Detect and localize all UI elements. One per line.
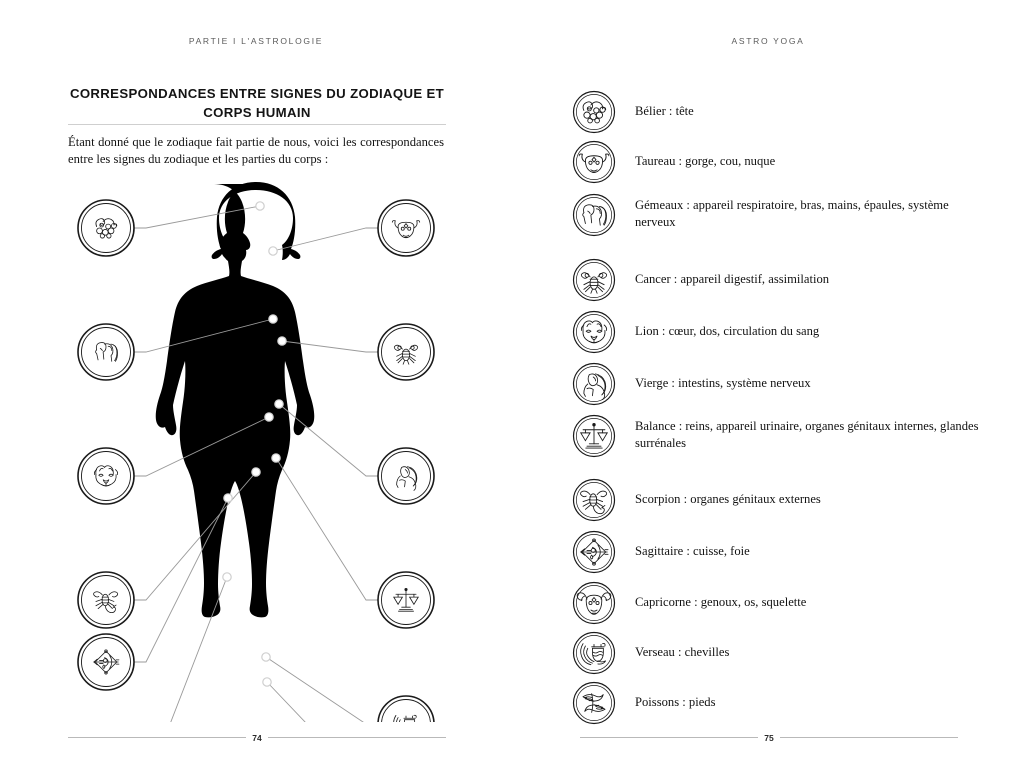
list-item-label: Balance : reins, appareil urinaire, organes génitaux internes, glandes surrénales xyxy=(635,419,979,451)
title-divider xyxy=(68,124,446,125)
left-running-head: PARTIE I L'ASTROLOGIE xyxy=(188,36,324,46)
list-item xyxy=(572,258,982,302)
libra-scales-icon xyxy=(572,414,616,458)
list-item xyxy=(572,581,982,625)
sagittarius-bow-icon xyxy=(572,530,616,574)
scorpio-scorpion-icon xyxy=(572,478,616,522)
diagram-medallion-balance xyxy=(378,572,434,628)
list-item-label: Bélier : tête xyxy=(635,104,694,118)
list-item-label: Poissons : pieds xyxy=(635,695,716,709)
body-silhouette xyxy=(156,182,315,617)
page-number-right: 75 xyxy=(764,732,774,743)
diagram-medallion-sagittaire xyxy=(78,634,134,690)
list-item xyxy=(572,362,982,406)
list-item xyxy=(572,193,982,237)
diagram-medallion-verseau xyxy=(378,696,434,722)
list-item xyxy=(572,530,982,574)
diagram-medallion-gemeaux xyxy=(78,324,134,380)
list-item xyxy=(572,310,982,354)
list-item xyxy=(572,631,982,675)
list-item-label: Scorpion : organes génitaux externes xyxy=(635,492,821,506)
list-item xyxy=(572,478,982,522)
list-item-label: Gémeaux : appareil respiratoire, bras, mains, épaules, système nerveux xyxy=(635,198,949,230)
list-item-label: Sagittaire : cuisse, foie xyxy=(635,544,750,558)
zodiac-body-diagram xyxy=(60,182,452,722)
folio-rule-left xyxy=(580,737,758,738)
pisces-fish-icon xyxy=(572,681,616,725)
virgo-maiden-icon xyxy=(572,362,616,406)
list-item-label: Vierge : intestins, système nerveux xyxy=(635,376,811,390)
aquarius-urn-icon xyxy=(572,631,616,675)
diagram-medallion-vierge xyxy=(378,448,434,504)
gemini-twins-icon xyxy=(572,193,616,237)
folio-rule-left xyxy=(68,737,246,738)
list-item-label: Capricorne : genoux, os, squelette xyxy=(635,595,807,609)
folio-rule-right xyxy=(780,737,958,738)
diagram-medallion-taureau xyxy=(378,200,434,256)
list-item xyxy=(572,140,982,184)
page-number-left: 74 xyxy=(252,732,262,743)
leo-lion-icon xyxy=(572,310,616,354)
page-title: CORRESPONDANCES ENTRE SIGNES DU ZODIAQUE ET CORPS HUMAIN xyxy=(69,86,445,121)
list-item-label: Lion : cœur, dos, circulation du sang xyxy=(635,324,820,338)
list-item-label: Taureau : gorge, cou, nuque xyxy=(635,154,776,168)
right-folio xyxy=(580,734,958,743)
diagram-medallion-scorpion xyxy=(78,572,134,628)
taurus-bull-icon xyxy=(572,140,616,184)
right-running-head: ASTRO YOGA xyxy=(731,36,805,46)
list-item-label: Cancer : appareil digestif, assimilation xyxy=(635,272,830,286)
left-folio xyxy=(68,734,446,743)
list-item xyxy=(572,90,982,134)
folio-rule-right xyxy=(268,737,446,738)
intro-paragraph: Étant donné que le zodiaque fait partie de nous, voici les correspondances entre les signes du zodiaque et les parties du corps : xyxy=(68,135,444,166)
list-item-label: Verseau : chevilles xyxy=(635,645,730,659)
cancer-crab-icon xyxy=(572,258,616,302)
diagram-medallion-belier xyxy=(78,200,134,256)
list-item xyxy=(572,681,982,725)
list-item xyxy=(572,414,982,458)
diagram-medallion-cancer xyxy=(378,324,434,380)
aries-ram-icon xyxy=(572,90,616,134)
capricorn-goat-icon xyxy=(572,581,616,625)
diagram-medallion-lion xyxy=(78,448,134,504)
